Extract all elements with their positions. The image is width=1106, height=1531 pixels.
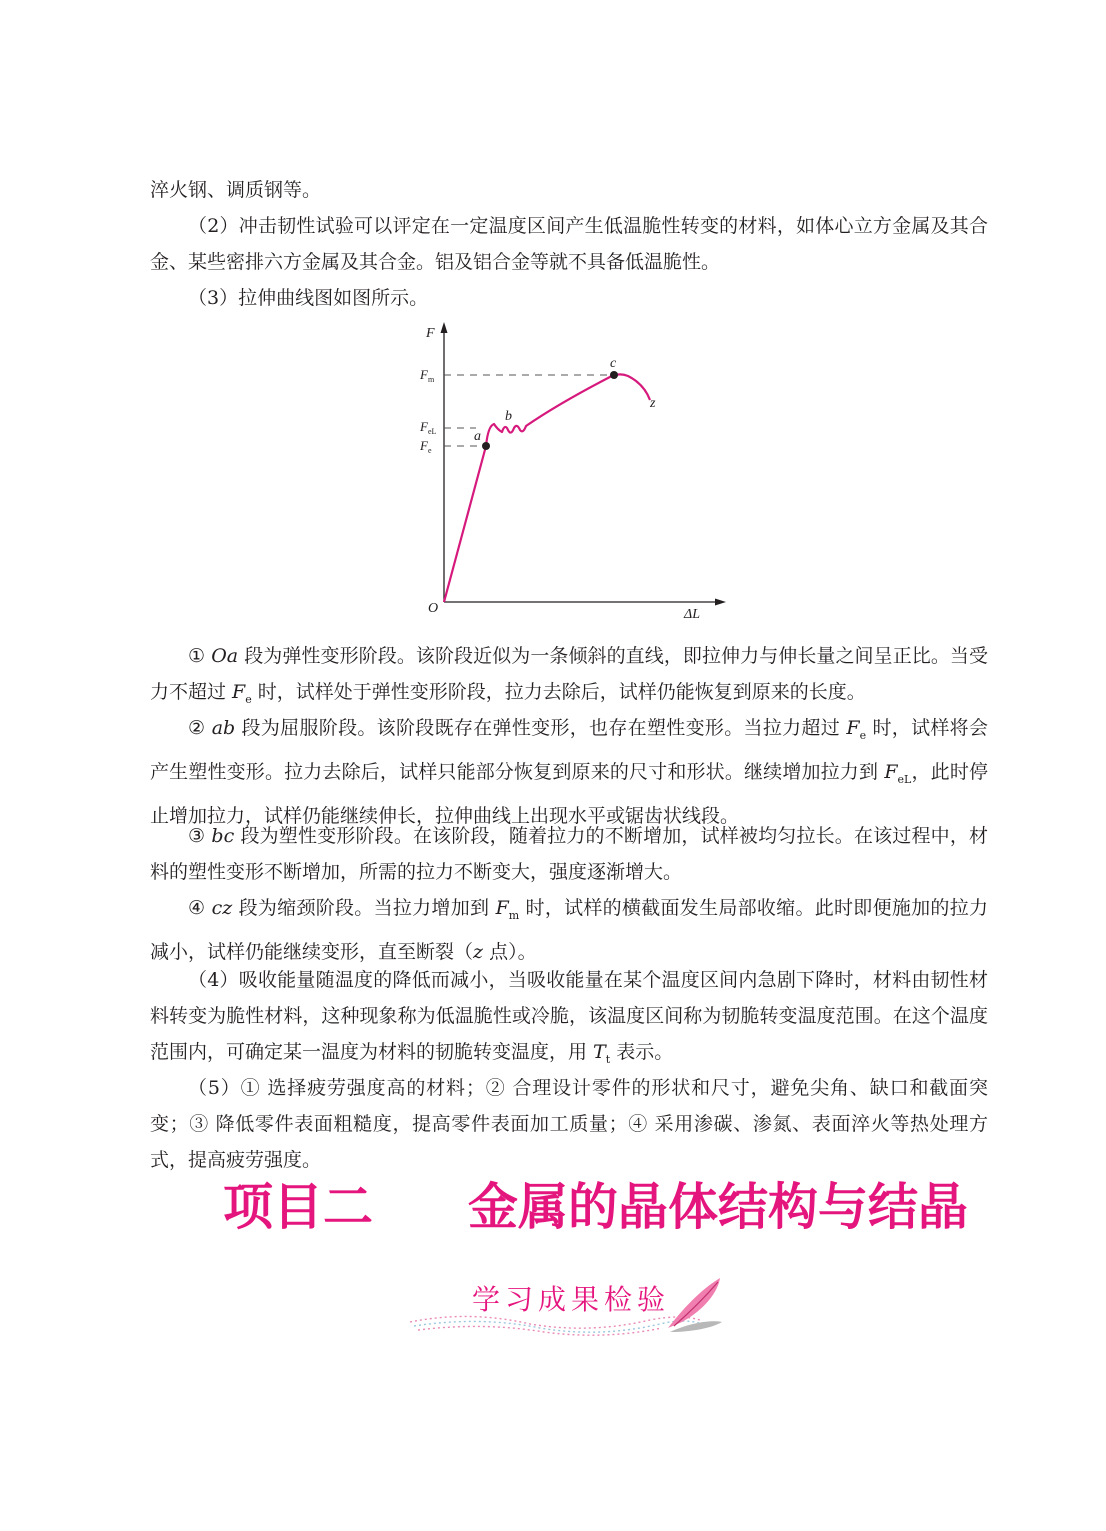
paragraph-impact-test: （2）冲击韧性试验可以评定在一定温度区间产生低温脆性转变的材料，如体心立方金属及其合金、某些密排六方金属及其合金。铝及铝合金等就不具备低温脆性。 bbox=[150, 215, 988, 273]
point-a-label: a bbox=[474, 429, 481, 444]
fel-label: F bbox=[420, 419, 428, 434]
paragraph-bc-stage: ③ bc 段为塑性变形阶段。在该阶段，随着拉力的不断增加，试样被均匀拉长。在该过程中，材料的塑性变形不断增加，所需的拉力不断变大，强度逐渐增大。 bbox=[150, 825, 988, 883]
fm-label: F bbox=[420, 367, 428, 382]
point-z-label: z bbox=[650, 396, 656, 411]
axis-x-label: ΔL bbox=[684, 607, 701, 622]
point-b-label: b bbox=[505, 409, 512, 424]
tensile-curve-figure bbox=[408, 320, 728, 625]
fe-label: F bbox=[420, 438, 428, 453]
feather-icon bbox=[668, 1278, 722, 1332]
origin-label: O bbox=[428, 601, 439, 616]
learning-check-banner bbox=[400, 1270, 740, 1340]
paragraph-cz-stage: ④ cz 段为缩颈阶段。当拉力增加到 $F_m$ 时，试样的横截面发生局部收缩。此时即便施加的拉力减小，试样仍能继续变形，直至断裂（z 点）。 bbox=[150, 897, 988, 963]
paragraph-oa-stage: ① Oa 段为弹性变形阶段。该阶段近似为一条倾斜的直线，即拉伸力与伸长量之间呈正比。当受力不超过 $F_e$ 时，试样处于弹性变形阶段，拉力去除后，试样仍能恢复到原来的长度。 bbox=[150, 645, 988, 706]
fe-label-sub: e bbox=[428, 446, 432, 455]
tensile-curve bbox=[444, 374, 650, 602]
section-title-text: 金属的晶体结构与结晶 bbox=[468, 1178, 968, 1236]
section-title bbox=[150, 1172, 988, 1242]
fel-label-sub: eL bbox=[428, 427, 437, 436]
fm-label-sub: m bbox=[428, 375, 435, 384]
paragraph-tensile-intro: （3）拉伸曲线图如图所示。 bbox=[188, 287, 429, 309]
x-axis-arrow bbox=[715, 599, 726, 606]
point-c-marker bbox=[610, 371, 618, 379]
dotted-wave-decoration bbox=[410, 1316, 702, 1335]
paragraph-low-temp-brittleness: （4）吸收能量随温度的降低而减小，当吸收能量在某个温度区间内急剧下降时，材料由韧性材料转变为脆性材料，这种现象称为低温脆性或冷脆，该温度区间称为韧脆转变温度范围。在这个温度范围内，可确定某一温度为材料的韧脆转变温度，用 $T_t$ 表示。 bbox=[150, 969, 988, 1066]
point-a-marker bbox=[482, 442, 490, 450]
point-c-label: c bbox=[610, 356, 617, 371]
banner-label: 学习成果检验 bbox=[472, 1283, 671, 1316]
section-number: 项目二 bbox=[223, 1178, 373, 1236]
y-axis-arrow bbox=[441, 322, 448, 333]
axis-y-label: F bbox=[426, 326, 435, 341]
paragraph-ab-stage: ② ab 段为屈服阶段。该阶段既存在弹性变形，也存在塑性变形。当拉力超过 $F_e$ 时，试样将会产生塑性变形。拉力去除后，试样只能部分恢复到原来的尺寸和形状。继续增加拉力到 $F_{eL}$，此时停止增加拉力，试样仍能继续伸长，拉伸曲线上出现水平或锯齿状线段。 bbox=[150, 717, 988, 827]
paragraph-intro: 淬火钢、调质钢等。 bbox=[150, 179, 322, 201]
paragraph-fatigue-strength: （5）① 选择疲劳强度高的材料；② 合理设计零件的形状和尺寸，避免尖角、缺口和截面突变；③ 降低零件表面粗糙度，提高零件表面加工质量；④ 采用渗碳、渗氮、表面淬火等热处理方式，提高疲劳强度。 bbox=[150, 1077, 988, 1171]
